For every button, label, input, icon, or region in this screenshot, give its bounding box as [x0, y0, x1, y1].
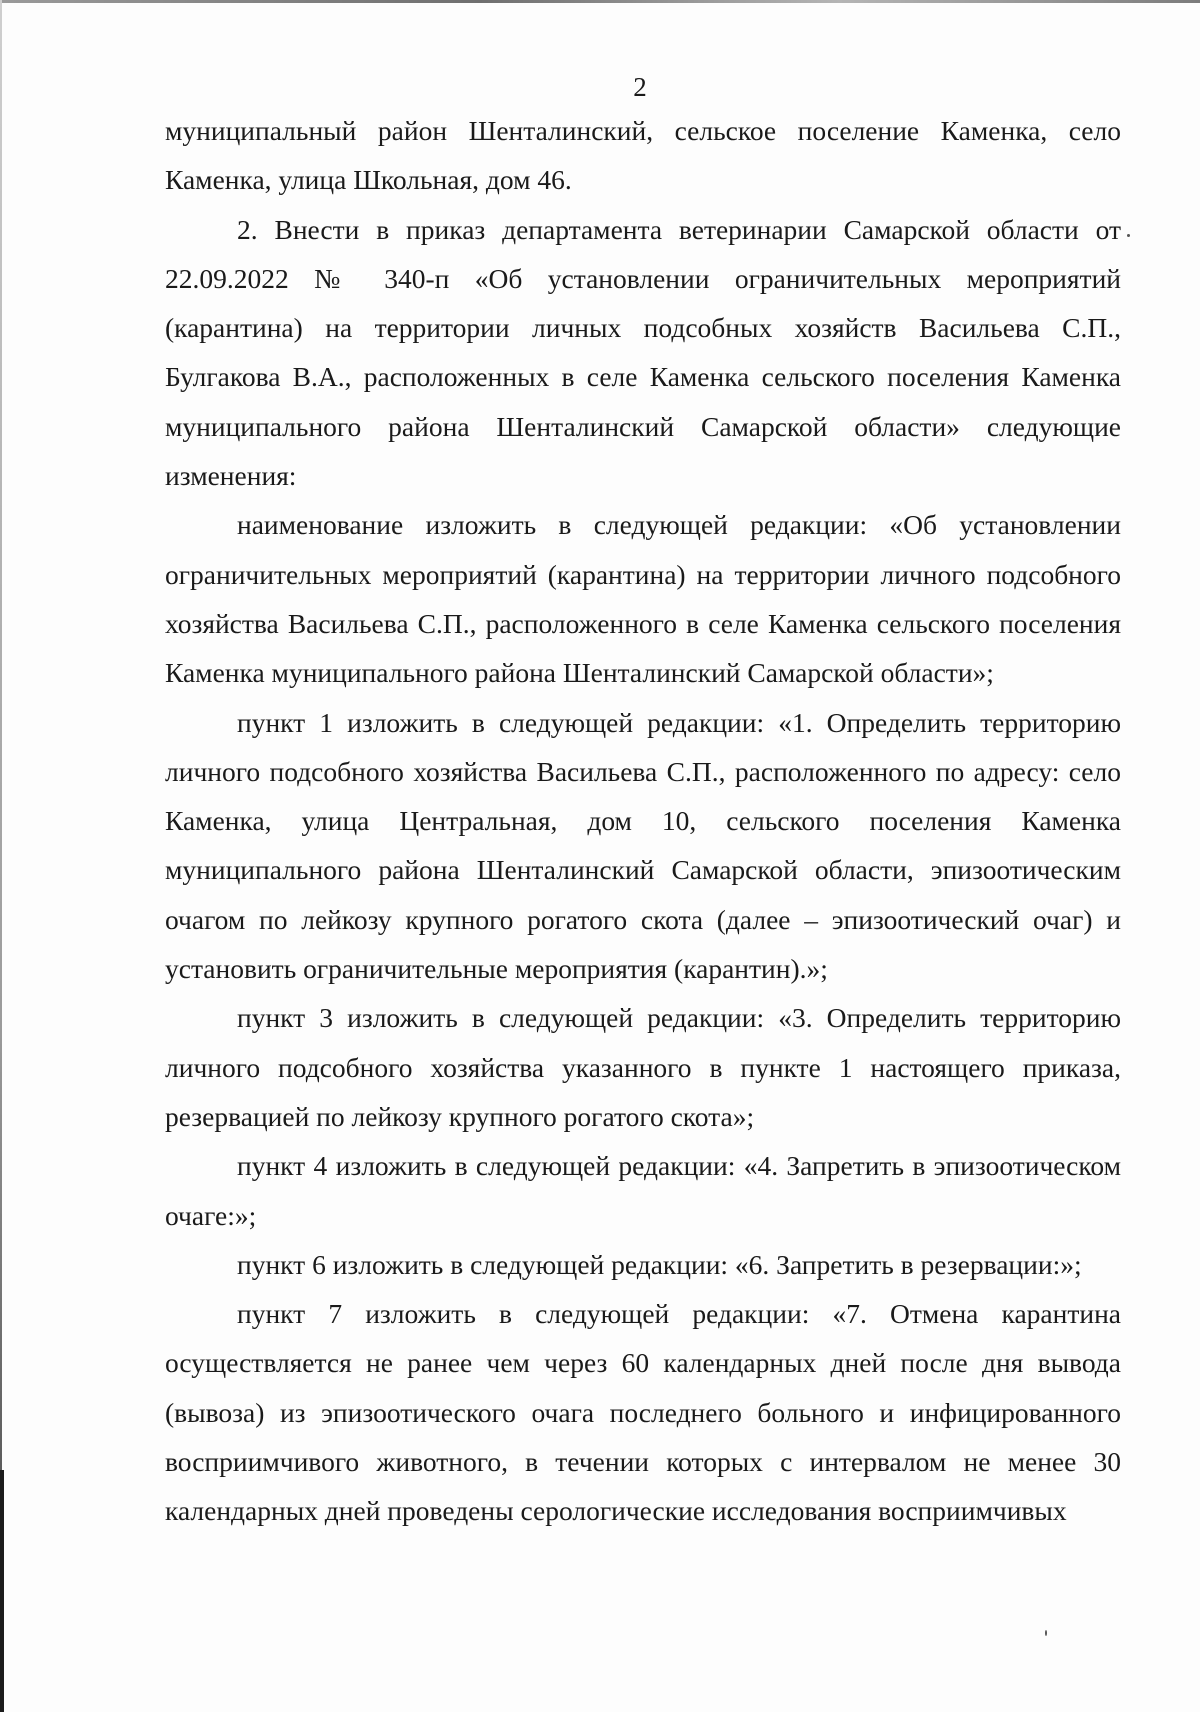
paragraph-point-6-amendment: пункт 6 изложить в следующей редакции: «6. Запретить в резервации:»;	[237, 1248, 1082, 1280]
paragraph-point-1-amendment: пункт 1 изложить в следующей редакции: «1. Определить территорию личного подсобного хозяйства Васильева С.П., расположенного по адресу: село Каменка, улица Центральная, дом 10, сельского поселения Каменка муниципального района Шенталинский Самарской области, эпизоотическим очагом по лейкозу крупного рогатого скота (далее – эпизоотический очаг) и установить ограничительные мероприятия (карантин).»;	[165, 706, 1121, 985]
paragraph-point-3-amendment: пункт 3 изложить в следующей редакции: «3. Определить территорию личного подсобного хозяйства указанного в пункте 1 настоящего приказа, резервацией по лейкозу крупного рогатого скота»;	[165, 1002, 1121, 1132]
scan-speck	[1127, 234, 1130, 237]
scan-edge-top	[0, 0, 1200, 3]
page-number: 2	[633, 72, 647, 102]
document-body	[165, 106, 1121, 1536]
paragraph-point-4-amendment: пункт 4 изложить в следующей редакции: «4. Запретить в эпизоотическом очаге:»;	[165, 1150, 1121, 1231]
paragraph-title-amendment: наименование изложить в следующей редакции: «Об установлении ограничительных мероприятий (карантина) на территории личного подсобного хозяйства Васильева С.П., расположенного в селе Каменка сельского поселения Каменка муниципального района Шенталинский Самарской области»;	[165, 509, 1121, 689]
paragraph-point-7-amendment: пункт 7 изложить в следующей редакции: «7. Отмена карантина осуществляется не ранее чем через 60 календарных дней после дня вывода (вывоза) из эпизоотического очага последнего больного и инфицированного восприимчивого животного, в течении которых с интервалом не менее 30 календарных дней проведены серологические исследования восприимчивых	[165, 1298, 1121, 1527]
scan-edge-shadow	[0, 1470, 4, 1712]
paragraph-address-continuation: муниципальный район Шенталинский, сельское поселение Каменка, село Каменка, улица Школьная, дом 46.	[165, 115, 1121, 196]
scan-speck	[1045, 1630, 1047, 1636]
scan-edge-left	[0, 0, 2, 1712]
paragraph-item-2: 2. Внести в приказ департамента ветеринарии Самарской области от 22.09.2022 № 340-п «Об установлении ограничительных мероприятий (карантина) на территории личных подсобных хозяйств Васильева С.П., Булгакова В.А., расположенных в селе Каменка сельского поселения Каменка муниципального района Шенталинский Самарской области» следующие изменения:	[165, 213, 1121, 492]
